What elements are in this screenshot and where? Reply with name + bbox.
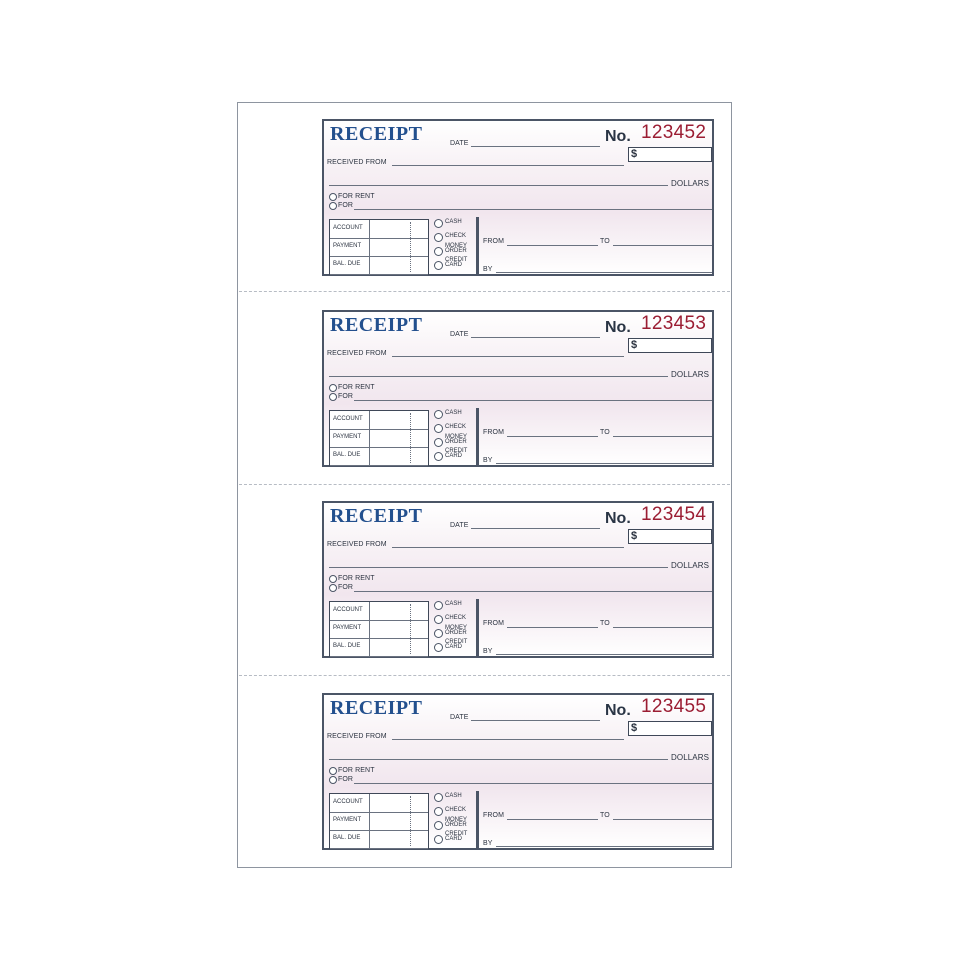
from-line[interactable] — [507, 436, 598, 437]
from-label: FROM — [483, 812, 505, 819]
cash-radio[interactable] — [434, 601, 443, 610]
money-order-label-line1: MONEY — [445, 434, 468, 440]
money-order-label-line1: MONEY — [445, 625, 468, 631]
money-order-label-line2: ORDER — [445, 630, 467, 636]
received-from-line[interactable] — [392, 165, 624, 166]
for-rent-radio[interactable] — [329, 767, 337, 775]
receipt-number: 123454 — [641, 504, 707, 525]
for-radio[interactable] — [329, 584, 337, 592]
account-label: ACCOUNT — [333, 416, 363, 422]
for-rent-radio[interactable] — [329, 384, 337, 392]
ledger-row-account — [330, 220, 428, 239]
amount-field[interactable] — [628, 338, 712, 353]
credit-card-label — [445, 449, 467, 459]
to-label: TO — [600, 812, 610, 819]
check-label: CHECK — [445, 807, 467, 813]
money-order-label — [445, 244, 467, 254]
by-label: BY — [483, 648, 493, 655]
currency-symbol: $ — [631, 339, 638, 351]
receipt-title: RECEIPT — [330, 697, 423, 719]
received-from-line[interactable] — [392, 739, 624, 740]
from-line[interactable] — [507, 819, 598, 820]
receipt-number: 123453 — [641, 313, 707, 334]
to-line[interactable] — [613, 819, 712, 820]
for-line[interactable] — [354, 209, 712, 210]
from-label: FROM — [483, 429, 505, 436]
ledger-divider — [369, 220, 370, 274]
for-rent-radio[interactable] — [329, 575, 337, 583]
by-label: BY — [483, 840, 493, 847]
dollars-label: DOLLARS — [671, 370, 710, 379]
for-line[interactable] — [354, 400, 712, 401]
ledger-row-payment — [330, 429, 428, 448]
credit-card-label-line1: CREDIT — [445, 448, 468, 454]
credit-card-radio[interactable] — [434, 452, 443, 461]
date-label: DATE — [450, 714, 469, 721]
by-line[interactable] — [496, 463, 712, 464]
perforation-line — [239, 484, 730, 485]
ledger-row-payment — [330, 238, 428, 257]
from-line[interactable] — [507, 245, 598, 246]
receipt-sheet — [237, 102, 732, 868]
receipt-form-4 — [322, 693, 714, 850]
credit-card-label-line2: CARD — [445, 262, 463, 268]
amount-field[interactable] — [628, 721, 712, 736]
received-from-line[interactable] — [392, 547, 624, 548]
check-label: CHECK — [445, 424, 467, 430]
ledger-cents-divider — [410, 222, 411, 272]
ledger-divider — [369, 794, 370, 848]
for-radio[interactable] — [329, 776, 337, 784]
money-order-label-line1: MONEY — [445, 243, 468, 249]
receipt-form-2 — [322, 310, 714, 467]
credit-card-label — [445, 640, 467, 650]
for-rent-label: FOR RENT — [338, 384, 375, 391]
credit-card-radio[interactable] — [434, 835, 443, 844]
money-order-label-line1: MONEY — [445, 817, 468, 823]
by-line[interactable] — [496, 272, 712, 273]
from-label: FROM — [483, 238, 505, 245]
received-from-label: RECEIVED FROM — [327, 350, 387, 357]
amount-words-line[interactable] — [329, 567, 668, 568]
ledger-row-account — [330, 794, 428, 813]
for-radio[interactable] — [329, 393, 337, 401]
section-divider — [476, 791, 479, 849]
ledger-row-account — [330, 411, 428, 430]
money-order-label — [445, 818, 467, 828]
account-label: ACCOUNT — [333, 799, 363, 805]
cash-radio[interactable] — [434, 410, 443, 419]
ledger-table — [329, 219, 429, 275]
credit-card-label — [445, 258, 467, 268]
by-label: BY — [483, 457, 493, 464]
cash-radio[interactable] — [434, 219, 443, 228]
credit-card-label-line2: CARD — [445, 453, 463, 459]
for-rent-label: FOR RENT — [338, 767, 375, 774]
to-label: TO — [600, 238, 610, 245]
ledger-row-bal-due — [330, 830, 428, 849]
to-line[interactable] — [613, 436, 712, 437]
by-line[interactable] — [496, 846, 712, 847]
received-from-line[interactable] — [392, 356, 624, 357]
for-rent-label: FOR RENT — [338, 575, 375, 582]
to-label: TO — [600, 620, 610, 627]
section-divider — [476, 408, 479, 466]
number-label: No. — [605, 128, 631, 145]
by-label: BY — [483, 266, 493, 273]
for-rent-radio[interactable] — [329, 193, 337, 201]
for-line[interactable] — [354, 591, 712, 592]
dollars-label: DOLLARS — [671, 179, 710, 188]
receipt-number: 123455 — [641, 696, 707, 717]
received-from-label: RECEIVED FROM — [327, 541, 387, 548]
check-radio[interactable] — [434, 233, 443, 242]
for-rent-label: FOR RENT — [338, 193, 375, 200]
money-order-radio[interactable] — [434, 821, 443, 830]
for-line[interactable] — [354, 783, 712, 784]
for-label: FOR — [338, 776, 354, 783]
receipt-form-1 — [322, 119, 714, 276]
ledger-cents-divider — [410, 413, 411, 463]
payment-label: PAYMENT — [333, 817, 362, 823]
to-line[interactable] — [613, 245, 712, 246]
payment-label: PAYMENT — [333, 625, 362, 631]
money-order-radio[interactable] — [434, 438, 443, 447]
credit-card-radio[interactable] — [434, 643, 443, 652]
check-label: CHECK — [445, 233, 467, 239]
ledger-row-payment — [330, 812, 428, 831]
date-label: DATE — [450, 331, 469, 338]
cash-label: CASH — [445, 601, 462, 607]
amount-field[interactable] — [628, 147, 712, 162]
date-line[interactable] — [471, 337, 600, 338]
cash-label: CASH — [445, 410, 462, 416]
number-label: No. — [605, 510, 631, 527]
credit-card-radio[interactable] — [434, 261, 443, 270]
to-label: TO — [600, 429, 610, 436]
amount-words-line[interactable] — [329, 185, 668, 186]
receipt-title: RECEIPT — [330, 505, 423, 527]
check-radio[interactable] — [434, 615, 443, 624]
account-label: ACCOUNT — [333, 225, 363, 231]
date-line[interactable] — [471, 528, 600, 529]
ledger-cents-divider — [410, 604, 411, 654]
bal-due-label: BAL. DUE — [333, 643, 361, 649]
for-label: FOR — [338, 202, 354, 209]
ledger-row-bal-due — [330, 447, 428, 466]
money-order-radio[interactable] — [434, 629, 443, 638]
money-order-label — [445, 435, 467, 445]
date-label: DATE — [450, 140, 469, 147]
receipt-number: 123452 — [641, 122, 707, 143]
ledger-table — [329, 793, 429, 849]
ledger-row-payment — [330, 620, 428, 639]
cash-radio[interactable] — [434, 793, 443, 802]
dollars-label: DOLLARS — [671, 561, 710, 570]
credit-card-label-line1: CREDIT — [445, 257, 468, 263]
ledger-cents-divider — [410, 796, 411, 846]
receipt-title: RECEIPT — [330, 123, 423, 145]
cash-label: CASH — [445, 793, 462, 799]
date-line[interactable] — [471, 720, 600, 721]
ledger-row-bal-due — [330, 638, 428, 657]
amount-words-line[interactable] — [329, 759, 668, 760]
received-from-label: RECEIVED FROM — [327, 159, 387, 166]
ledger-divider — [369, 411, 370, 465]
check-radio[interactable] — [434, 424, 443, 433]
credit-card-label-line2: CARD — [445, 644, 463, 650]
credit-card-label-line2: CARD — [445, 836, 463, 842]
date-line[interactable] — [471, 146, 600, 147]
ledger-table — [329, 410, 429, 466]
ledger-row-account — [330, 602, 428, 621]
credit-card-label-line1: CREDIT — [445, 639, 468, 645]
bal-due-label: BAL. DUE — [333, 261, 361, 267]
receipt-form-3 — [322, 501, 714, 658]
money-order-label-line2: ORDER — [445, 822, 467, 828]
perforation-line — [239, 675, 730, 676]
cash-label: CASH — [445, 219, 462, 225]
by-line[interactable] — [496, 654, 712, 655]
credit-card-label — [445, 832, 467, 842]
received-from-label: RECEIVED FROM — [327, 733, 387, 740]
section-divider — [476, 599, 479, 657]
number-label: No. — [605, 702, 631, 719]
money-order-radio[interactable] — [434, 247, 443, 256]
payment-label: PAYMENT — [333, 243, 362, 249]
bal-due-label: BAL. DUE — [333, 452, 361, 458]
ledger-table — [329, 601, 429, 657]
perforation-line — [239, 291, 730, 292]
receipt-title: RECEIPT — [330, 314, 423, 336]
dollars-label: DOLLARS — [671, 753, 710, 762]
account-label: ACCOUNT — [333, 607, 363, 613]
to-line[interactable] — [613, 627, 712, 628]
number-label: No. — [605, 319, 631, 336]
check-radio[interactable] — [434, 807, 443, 816]
credit-card-label-line1: CREDIT — [445, 831, 468, 837]
date-label: DATE — [450, 522, 469, 529]
bal-due-label: BAL. DUE — [333, 835, 361, 841]
ledger-divider — [369, 602, 370, 656]
money-order-label-line2: ORDER — [445, 439, 467, 445]
from-label: FROM — [483, 620, 505, 627]
from-line[interactable] — [507, 627, 598, 628]
check-label: CHECK — [445, 615, 467, 621]
amount-field[interactable] — [628, 529, 712, 544]
for-label: FOR — [338, 584, 354, 591]
for-radio[interactable] — [329, 202, 337, 210]
for-label: FOR — [338, 393, 354, 400]
currency-symbol: $ — [631, 148, 638, 160]
money-order-label — [445, 626, 467, 636]
currency-symbol: $ — [631, 530, 638, 542]
section-divider — [476, 217, 479, 275]
money-order-label-line2: ORDER — [445, 248, 467, 254]
currency-symbol: $ — [631, 722, 638, 734]
amount-words-line[interactable] — [329, 376, 668, 377]
payment-label: PAYMENT — [333, 434, 362, 440]
ledger-row-bal-due — [330, 256, 428, 275]
